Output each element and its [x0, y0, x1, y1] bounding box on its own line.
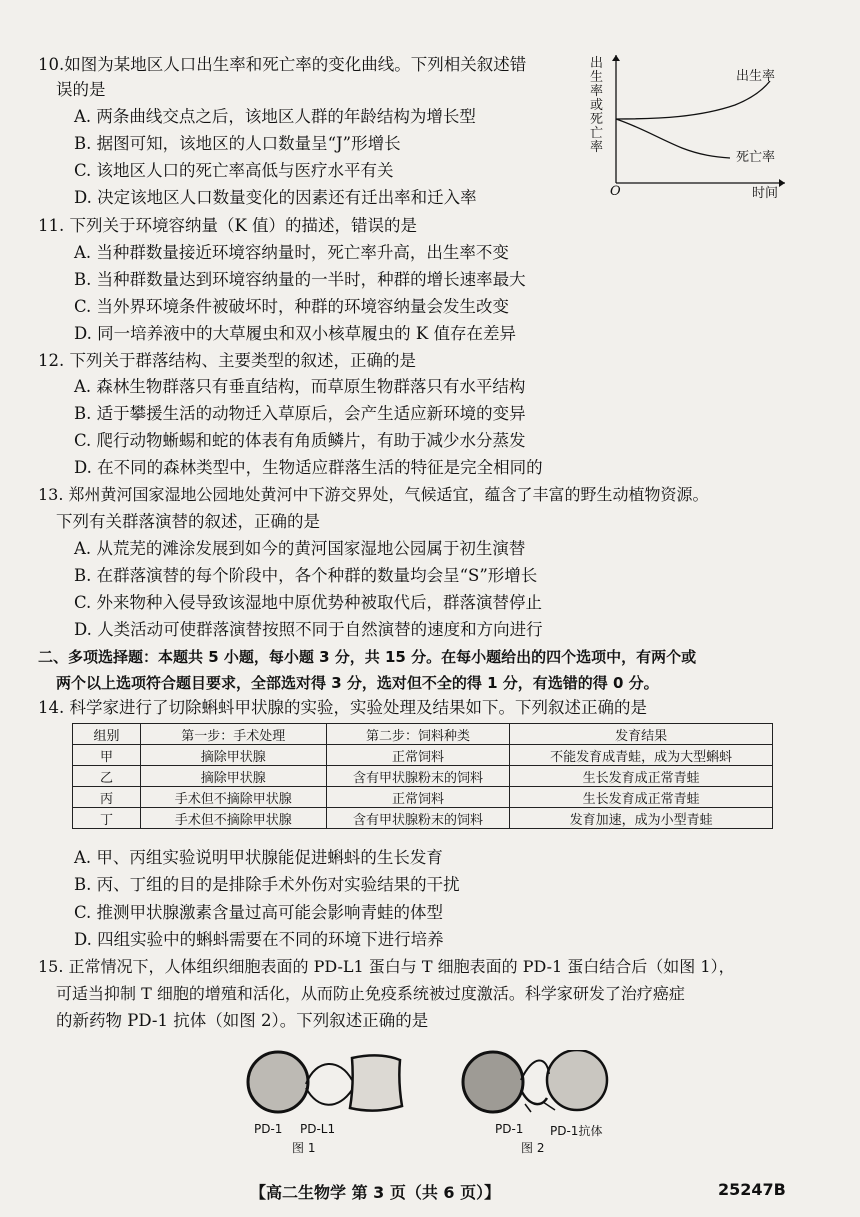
pd1-pointer	[525, 1104, 531, 1112]
q10-ylabel-char: 死	[590, 112, 604, 127]
q14-table-header-row	[73, 724, 773, 745]
pdl1-binding-arc	[306, 1088, 352, 1105]
table-cell: 摘除甲状腺	[140, 745, 326, 766]
q10-birth-curve	[616, 81, 770, 119]
table-cell: 发育加速，成为小型青蛙	[510, 808, 773, 829]
q15-stem-line2: 可适当抑制 T 细胞的增殖和活化，从而防止免疫系统被过度激活。科学家研发了治疗癌症	[56, 984, 685, 1003]
table-cell: 含有甲状腺粉末的饲料	[326, 766, 510, 787]
table-row	[73, 766, 773, 787]
q13-stem-line2: 下列有关群落演替的叙述，正确的是	[56, 512, 320, 531]
section2-instruction-line2: 两个以上选项符合题目要求，全部选对得 3 分，选对但不全的得 1 分，有选错的得 0 分。	[56, 674, 659, 692]
q15-figure-2	[455, 1050, 635, 1155]
q15-stem-line1: 15. 正常情况下，人体组织细胞表面的 PD-L1 蛋白与 T 细胞表面的 PD-1 蛋白结合后（如图 1），	[38, 957, 735, 976]
q10-ylabel-char: 生	[590, 70, 604, 85]
q13-stem-line1: 13. 郑州黄河国家湿地公园地处黄河中下游交界处，气候适宜，蕴含了丰富的野生动植物资源。	[38, 485, 709, 504]
q10-birth-label: 出生率	[736, 69, 776, 84]
q10-ylabel-char: 出	[590, 56, 604, 71]
q10-ylabel-char: 亡	[590, 126, 604, 141]
q12-option-d: D. 在不同的森林类型中，生物适应群落生活的特征是完全相同的	[74, 458, 543, 477]
q13-option-c: C. 外来物种入侵导致该湿地中原优势种被取代后，群落演替停止	[74, 593, 543, 612]
q10-stem-line2: 误的是	[56, 80, 106, 99]
q10-y-arrow	[612, 55, 620, 61]
tissue-cell-shape	[350, 1055, 402, 1110]
q10-stem-line1: 10.如图为某地区人口出生率和死亡率的变化曲线。下列相关叙述错	[38, 55, 527, 74]
q12-option-c: C. 爬行动物蜥蜴和蛇的体表有角质鳞片，有助于减少水分蒸发	[74, 431, 526, 450]
q10-x-arrow	[779, 179, 785, 187]
q15-fig2-label-pd1: PD-1	[495, 1122, 524, 1136]
footer-code: 25247B	[718, 1180, 786, 1199]
q11-option-b: B. 当种群数量达到环境容纳量的一半时，种群的增长速率最大	[74, 270, 526, 289]
q10-option-d: D. 决定该地区人口数量变化的因素还有迁出率和迁入率	[74, 188, 477, 207]
section2-instruction-line1: 二、多项选择题：本题共 5 小题，每小题 3 分，共 15 分。在每小题给出的四个选项中，有两个或	[38, 648, 697, 666]
pd1-arc	[521, 1060, 549, 1080]
q10-death-curve	[616, 119, 730, 158]
q12-option-a: A. 森林生物群落只有垂直结构，而草原生物群落只有水平结构	[74, 377, 526, 396]
q10-ylabel-char: 或	[590, 98, 604, 113]
q15-fig1-caption: 图 1	[292, 1141, 316, 1155]
pd1-binding-arc	[306, 1064, 352, 1084]
q14-option-c: C. 推测甲状腺激素含量过高可能会影响青蛙的体型	[74, 903, 444, 922]
q14-header-group: 组别	[73, 724, 141, 745]
q15-stem-line3: 的新药物 PD-1 抗体（如图 2）。下列叙述正确的是	[56, 1011, 429, 1030]
q15-fig2-svg	[455, 1050, 635, 1120]
q11-stem: 11. 下列关于环境容纳量（K 值）的描述，错误的是	[38, 216, 418, 235]
q11-option-a: A. 当种群数量接近环境容纳量时，死亡率升高，出生率不变	[74, 243, 509, 262]
q10-x-label: 时间	[752, 186, 779, 201]
table-row	[73, 787, 773, 808]
tissue-cell-shape	[547, 1050, 607, 1110]
table-cell: 正常饲料	[326, 787, 510, 808]
q10-ylabel-char: 率	[590, 84, 604, 99]
q14-header-result: 发育结果	[510, 724, 773, 745]
table-cell: 含有甲状腺粉末的饲料	[326, 808, 510, 829]
q10-ylabel-char: 率	[590, 140, 604, 155]
table-cell: 手术但不摘除甲状腺	[140, 808, 326, 829]
table-cell: 甲	[73, 745, 141, 766]
table-cell: 丙	[73, 787, 141, 808]
q15-fig1-label-pdl1: PD-L1	[300, 1122, 336, 1136]
q14-option-d: D. 四组实验中的蝌蚪需要在不同的环境下进行培养	[74, 930, 444, 949]
footer-page-title: 【高二生物学 第 3 页（共 6 页）】	[250, 1183, 501, 1202]
table-cell: 乙	[73, 766, 141, 787]
q13-option-d: D. 人类活动可使群落演替按照不同于自然演替的速度和方向进行	[74, 620, 543, 639]
antibody-pointer	[543, 1102, 555, 1110]
table-cell: 摘除甲状腺	[140, 766, 326, 787]
q12-option-b: B. 适于攀援生活的动物迁入草原后，会产生适应新环境的变异	[74, 404, 526, 423]
q13-option-a: A. 从荒芜的滩涂发展到如今的黄河国家湿地公园属于初生演替	[74, 539, 526, 558]
q15-fig1-svg	[240, 1050, 420, 1120]
table-cell: 不能发育成青蛙，成为大型蝌蚪	[510, 745, 773, 766]
table-row	[73, 808, 773, 829]
q14-table	[72, 723, 773, 829]
q10-graph	[590, 55, 790, 205]
q12-stem: 12. 下列关于群落结构、主要类型的叙述，正确的是	[38, 351, 416, 370]
q10-option-a: A. 两条曲线交点之后，该地区人群的年龄结构为增长型	[74, 107, 476, 126]
table-cell: 丁	[73, 808, 141, 829]
q10-origin-label: O	[610, 184, 621, 199]
q14-header-step2: 第二步：饲料种类	[326, 724, 510, 745]
t-cell-shape	[248, 1052, 308, 1112]
q11-option-c: C. 当外界环境条件被破坏时，种群的环境容纳量会发生改变	[74, 297, 510, 316]
table-cell: 生长发育成正常青蛙	[510, 766, 773, 787]
t-cell-shape	[463, 1052, 523, 1112]
table-cell: 正常饲料	[326, 745, 510, 766]
table-cell: 生长发育成正常青蛙	[510, 787, 773, 808]
q13-option-b: B. 在群落演替的每个阶段中，各个种群的数量均会呈“S”形增长	[74, 566, 538, 585]
table-cell: 手术但不摘除甲状腺	[140, 787, 326, 808]
q10-option-b: B. 据图可知，该地区的人口数量呈“J”形增长	[74, 134, 401, 153]
q14-option-b: B. 丙、丁组的目的是排除手术外伤对实验结果的干扰	[74, 875, 460, 894]
table-row	[73, 745, 773, 766]
q14-option-a: A. 甲、丙组实验说明甲状腺能促进蝌蚪的生长发育	[74, 848, 443, 867]
q15-figure-1	[240, 1050, 420, 1155]
q14-header-step1: 第一步：手术处理	[140, 724, 326, 745]
q11-option-d: D. 同一培养液中的大草履虫和双小核草履虫的 K 值存在差异	[74, 324, 516, 343]
q15-fig2-caption: 图 2	[521, 1141, 545, 1155]
q10-death-label: 死亡率	[736, 150, 776, 165]
q15-fig1-label-pd1: PD-1	[254, 1122, 283, 1136]
q10-option-c: C. 该地区人口的死亡率高低与医疗水平有关	[74, 161, 394, 180]
q15-fig2-label-antibody: PD-1抗体	[550, 1124, 603, 1138]
q14-stem: 14. 科学家进行了切除蝌蚪甲状腺的实验，实验处理及结果如下。下列叙述正确的是	[38, 698, 647, 717]
